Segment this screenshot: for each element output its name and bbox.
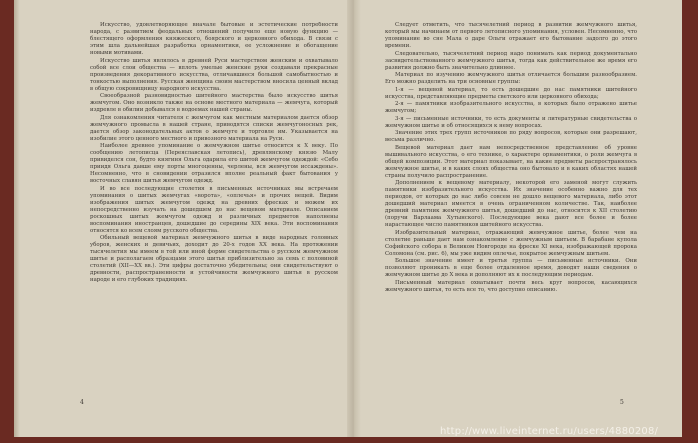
watermark-url: http://www.liveinternet.ru/users/4880208/ <box>440 426 659 437</box>
right-paragraph: 1-я — вещевой материал, то есть дошедшие до нас памятники шитейного искусства, представляющие предметы светского или церковного обихода; <box>385 86 637 100</box>
right-paragraph: Материал по изучению жемчужного шитья отличается большим разнообразием. Его можно разделить на три основные группы: <box>385 72 637 85</box>
right-page-number: 5 <box>620 399 624 406</box>
left-paragraph: Искусство, удовлетворяющее вначале бытовые и эстетические потребности народа, с развитием феодальных отношений получило еще новую функцию — блестящего оформления княжеского, боярского и церковного обихода. В связи с этим шла дальнейшая разработка орнаментики, ее усложнение и обогащение новыми мотивами. <box>90 22 338 56</box>
left-paragraph: И во все последующие столетия в письменных источниках мы встречаем упоминания о шитых жемчугах «ворота», «оплечья» и прочих вещей. Видим изображения шитых жемчугом одежд на древних фресках и можем их непосредственно изучать на дошедшем до нас вещевом материале. Описанием роскошных шитых жемчугом одежд и различных предметов наполнены воспоминания иностранцев, дошедшие до середины XIX века. Эти воспоминания относятся ко всем слоям русского общества. <box>90 185 338 234</box>
right-paragraph: Письменный материал охватывает почти весь круг вопросов, касающихся жемчужного шитья, то есть все то, что доступно описанию. <box>385 279 637 293</box>
right-paragraph: Следует отметить, что тысячелетний период в развитии жемчужного шитья, который мы начинаем от первого летописного упоминания, условен. Несомненно, что упоминание во сне Мала о даре Ольги отражает его бытование задолго до этого времени. <box>385 22 637 49</box>
book-binding <box>347 0 361 437</box>
left-paragraph: Для ознакомления читателя с жемчугом как местным материалом дается обзор жемчужного промысла в нашей стране, приводятся списки жемчугоносных рек, дается обзор законодательных актов о жемчуге и торговле им. Указывается на изобилие этого ценного местного и привозного материала на Руси. <box>90 114 338 142</box>
right-paragraph: 2-я — памятники изобразительного искусства, в которых было отражено шитье жемчугом; <box>385 101 637 114</box>
right-paragraph: 3-я — письменные источники, то есть документы и литературные свидетельства о жемчужном шитье и об относящихся к нему вопросах. <box>385 115 637 129</box>
right-paragraph: Значение этих трех групп источников по ряду вопросов, которые они разрешают, весьма различно. <box>385 130 637 143</box>
right-page-text <box>385 22 637 412</box>
left-paragraph: Обильный вещевой материал жемчужного шитья в виде народных головных уборов, женских и девичьих, доходит до 20-х годов XX века. На протяжении тысячелетия мы имеем в той или иной форме свидетельства о русском жемчужном шитье и располагаем образцами этого шитья приблизительно за семь с половиной столетий (XII—XX вв.). Эти цифры достаточно убедительны; они свидетельствуют о древности, распространенности и устойчивости жемчужного шитья в русском народе и его глубоких традициях. <box>90 235 338 283</box>
left-page-number: 4 <box>80 399 84 406</box>
left-paragraph: Наиболее древнее упоминание о жемчужном шитье относится к X веку. По сообщению летописца (Переяславская летопись), древлянскому князю Малу привиделся сон, будто княгиня Ольга одарила его шитой жемчугом одеждой: «Себо приидя Ольга давше ему порты многоценны, черлены, вся жемчугом иссаждены». Несомненно, что в сновидении отразился вполне реальный факт бытования у восточных славян шитья жемчугом одежд. <box>90 143 338 184</box>
left-page-text <box>90 22 338 412</box>
book-spread <box>14 0 682 437</box>
right-paragraph: Изобразительный материал, отражающий жемчужное шитье, более чем на столетие раньше дает нам ознакомление с жемчужным шитьем. В барабане купола Софийского собора в Великом Новгороде на фреске XI века, изображающей пророка Соломона (см. рис. 6), мы уже видим оплечье, покрытое жемчужным шитьем. <box>385 229 637 257</box>
right-paragraph: Вещевой материал дает нам непосредственное представление об уровне вышивального искусства, о его технике, о характере орнаментики, о роли жемчуга в общей композиции. Этот материал показывает, на какие предметы распространялось жемчужное шитье, и в каких слоях общества оно бытовало и в каких областях нашей страны получило распространение. <box>385 144 637 179</box>
right-paragraph: Следовательно, тысячелетний период надо понимать как период документально засвидетельствованного жемчужного шитья, тогда как действительное же время его развития должно быть значительно длиннее. <box>385 50 637 71</box>
page-edge <box>14 0 20 437</box>
right-paragraph: Большое значение имеет и третья группа — письменные источники. Они позволяют проникать в еще более отдаленное время, доводят наши сведения о жемчужном шитье до X века и дополняют их к последующим периодам. <box>385 258 637 278</box>
right-paragraph: Дополнением к вещевому материалу, некоторой его заменой могут служить памятники изобразительного искусства. Их значение особенно важно для тех периодов, от которых до нас либо совсем не дошло вещевого материала, либо этот дошедший материал имеется в очень ограниченном количестве. Так, наиболее древний памятник жемчужного шитья, дошедший до нас, относится к XII столетию (поручи Варлаама Хутынского). Последующие века дают все более и более нарастающее число памятников шитейного искусства. <box>385 180 637 228</box>
left-paragraph: Искусство шитья являлось в древней Руси мастерством женским и охватывало собой все слои общества — вплоть умелые женские руки создавали прекрасные произведения декоративного искусства, отличавшиеся большой самобытностью и тонкостью выполнения. Русская женщина своим мастерством вносила ценный вклад в общую сокровищницу народного искусства. <box>90 57 338 92</box>
left-paragraph: Своеобразной разновидностью шитейного мастерства было искусство шитья жемчугом. Оно возникло также на основе местного материала — жемчуга, который издревле в обилии добывался в водоемах нашей страны. <box>90 93 338 113</box>
